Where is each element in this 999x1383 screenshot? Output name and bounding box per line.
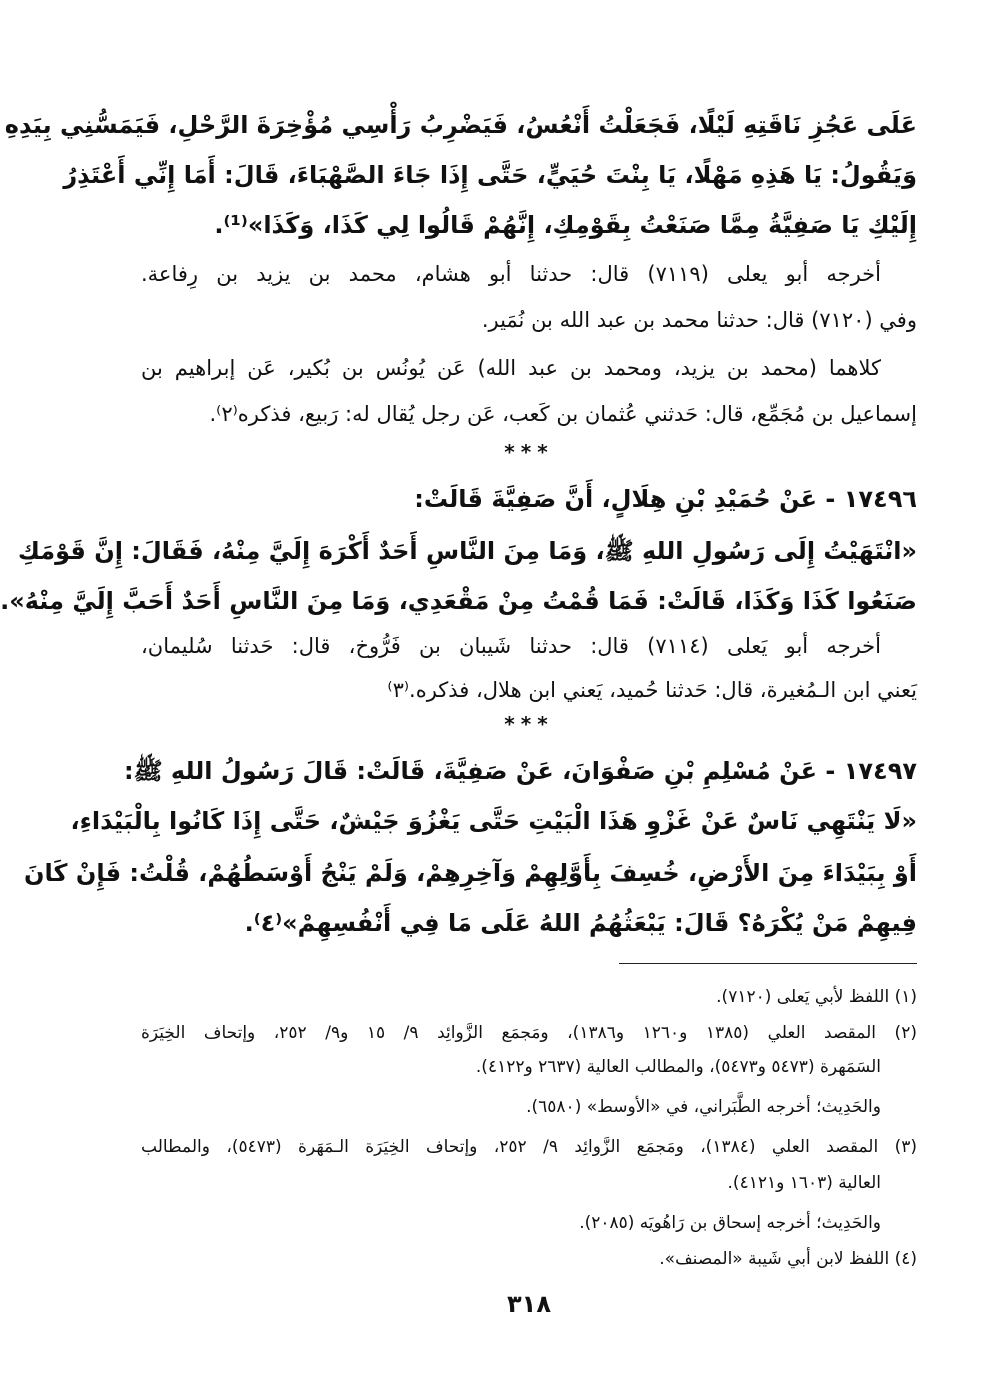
footnote: العالية (١٦٠٣ و٤١٢١). (727, 1173, 881, 1193)
matn-line: «انْتَهَيْتُ إِلَى رَسُولِ اللهِ ﷺ، وَمَا مِنَ النَّاسِ أَحَدٌ أَكْرَهَ إِلَيَّ مِنْهُ، فَقَالَ: إِنَّ قَوْمَكِ (17, 537, 917, 565)
matn-line: أَوْ بِبَيْدَاءَ مِنَ الأَرْضِ، خُسِفَ بِأَوَّلِهِمْ وَآخِرِهِمْ، وَلَمْ يَنْجُ أَوْسَطُهُمْ، قُلْتُ: فَإِنْ كَانَ (24, 859, 917, 887)
takhrij-line: يَعني ابن الـمُغيرة، قال: حَدثنا حُميد، يَعني ابن هلال، فذكره.⁽٣⁾ (387, 678, 917, 702)
matn-line: «لَا يَنْتَهِي نَاسٌ عَنْ غَزْوِ هَذَا الْبَيْتِ حَتَّى يَغْزُوَ جَيْشٌ، حَتَّى إِذَا كَانُوا بِالْبَيْدَاءِ، (70, 807, 917, 835)
takhrij-line: أخرجه أبو يَعلى (٧١١٤) قال: حدثنا شَيبان بن فَرُّوخ، قال: حَدثنا سُليمان، (141, 634, 881, 658)
footnote-separator (619, 963, 917, 964)
section-separator-stars: *** (504, 440, 554, 464)
section-separator-stars: *** (504, 712, 554, 736)
footnote: والحَدِيث؛ أخرجه إسحاق بن رَاهُويَه (٢٠٨٥). (579, 1213, 881, 1233)
footnote: والحَدِيث؛ أخرجه الطَّبَراني، في «الأوسط» (٦٥٨٠). (526, 1097, 881, 1117)
hadith-header: ١٧٤٩٦ - عَنْ حُمَيْدِ بْنِ هِلَالٍ، أَنَّ صَفِيَّةَ قَالَتْ: (414, 485, 917, 513)
takhrij-line: إسماعيل بن مُجَمِّع، قال: حَدثني عُثمان بن كَعب، عَن رجل يُقال له: رَبيع، فذكره⁽٢⁾. (209, 402, 917, 426)
footnote: (٢) المقصد العلي (١٣٨٥ و١٢٦٠ و١٣٨٦)، ومَجمَع الزَّوائِد ٩/ ١٥ و٩/ ٢٥٢، وإتحاف الخِيَرَة (141, 1023, 917, 1043)
matn-line: صَنَعُوا كَذَا وَكَذَا، قَالَتْ: فَمَا قُمْتُ مِنْ مَقْعَدِي، وَمَا مِنَ النَّاسِ أَحَدٌ أَحَبَّ إِلَيَّ مِنْهُ». (0, 587, 917, 615)
footnote: (١) اللفظ لأبي يَعلى (٧١٢٠). (716, 987, 917, 1007)
takhrij-line: كلاهما (محمد بن يزيد، ومحمد بن عبد الله) عَن يُونُس بن بُكير، عَن إبراهيم بن (141, 356, 881, 380)
takhrij-line: أخرجه أبو يعلى (٧١١٩) قال: حدثنا أبو هشام، محمد بن يزيد بن رِفاعة. (141, 262, 881, 286)
matn-line: وَيَقُولُ: يَا هَذِهِ مَهْلًا، يَا بِنْتَ حُيَيٍّ، حَتَّى إِذَا جَاءَ الصَّهْبَاءَ، قَالَ: أَمَا إِنِّي أَعْتَذِرُ (63, 161, 917, 189)
matn-line: إِلَيْكِ يَا صَفِيَّةُ مِمَّا صَنَعْتُ بِقَوْمِكِ، إِنَّهُمْ قَالُوا لِي كَذَا، وَكَذَا»⁽¹⁾. (214, 211, 917, 239)
footnote: السَمَهرة (٥٤٧٣ و٥٤٧٣)، والمطالب العالية (٢٦٣٧ و٤١٢٢). (475, 1057, 881, 1077)
hadith-header: ١٧٤٩٧ - عَنْ مُسْلِمِ بْنِ صَفْوَانَ، عَنْ صَفِيَّةَ، قَالَتْ: قَالَ رَسُولُ اللهِ ﷺ: (123, 757, 917, 785)
page-number: ٣١٨ (507, 1290, 551, 1318)
footnote: (٤) اللفظ لابن أبي شَيبة «المصنف». (659, 1249, 917, 1269)
matn-line: عَلَى عَجُزِ نَاقَتِهِ لَيْلًا، فَجَعَلْتُ أَنْعُسُ، فَيَضْرِبُ رَأْسِي مُؤْخِرَةَ الرَّحْلِ، فَيَمَسُّنِي بِيَدِهِ (4, 111, 917, 139)
takhrij-line: وفي (٧١٢٠) قال: حدثنا محمد بن عبد الله بن نُمَير. (481, 308, 917, 332)
matn-line: فِيهِمْ مَنْ يُكْرَهُ؟ قَالَ: يَبْعَثُهُمُ اللهُ عَلَى مَا فِي أَنْفُسِهِمْ»⁽٤⁾. (244, 909, 917, 937)
footnote: (٣) المقصد العلي (١٣٨٤)، ومَجمَع الزَّوائِد ٩/ ٢٥٢، وإتحاف الخِيَرَة الـمَهَرة (٥٤٧٣)، والمطالب (141, 1137, 917, 1157)
